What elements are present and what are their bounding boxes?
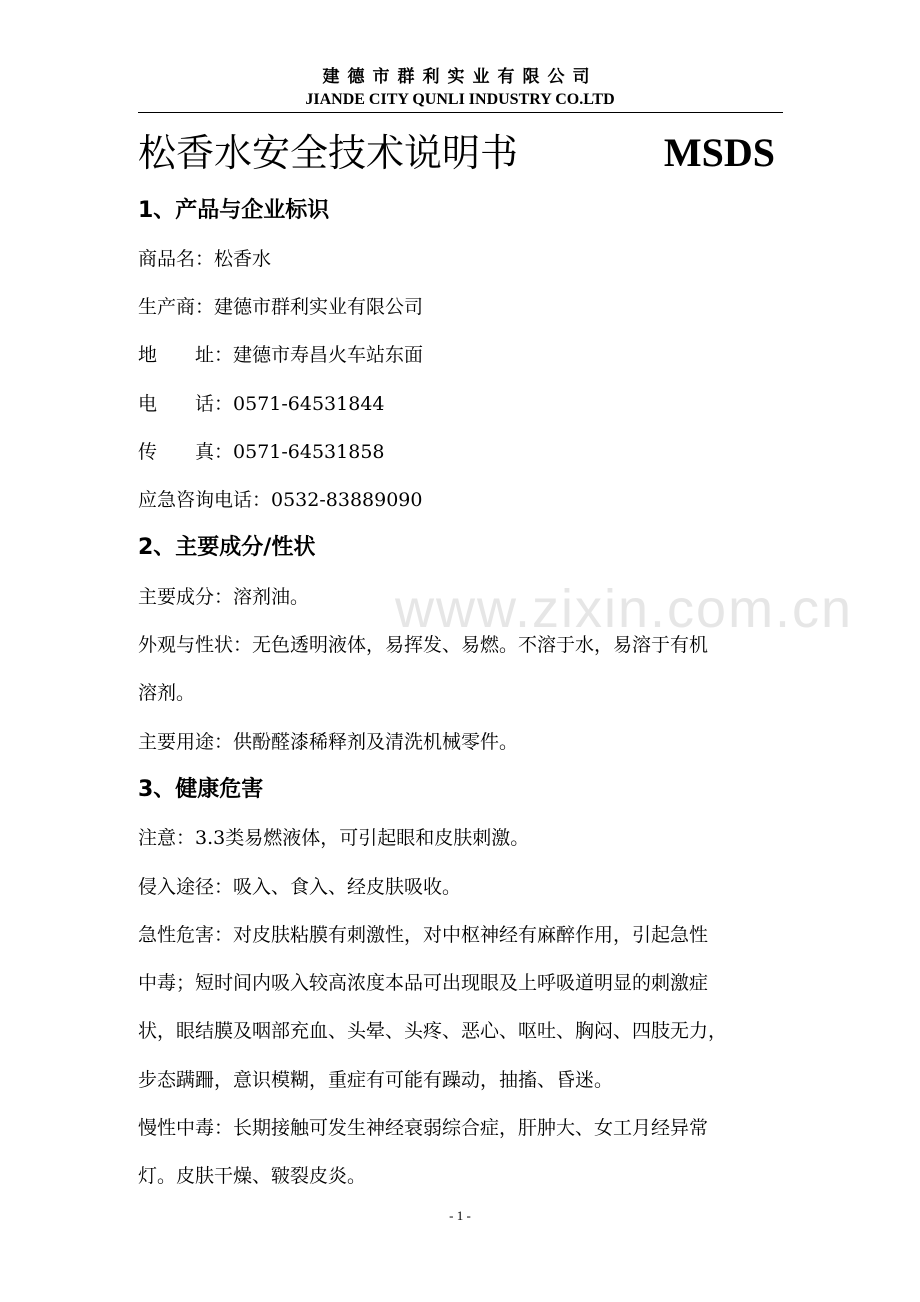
appearance-line-2: 溶剂。 bbox=[138, 682, 196, 704]
watermark: www.zixin.com.cn bbox=[395, 579, 854, 639]
company-name-en: JIANDE CITY QUNLI INDUSTRY CO.LTD bbox=[305, 91, 615, 108]
acute-hazard-line-3: 状，眼结膜及咽部充血、头晕、头疼、恶心、呕吐、胸闷、四肢无力， bbox=[138, 1020, 728, 1042]
manufacturer: 生产商：建德市群利实业有限公司 bbox=[138, 296, 424, 318]
title-en: MSDS bbox=[663, 130, 775, 175]
section-2-heading: 2、主要成分/性状 bbox=[138, 535, 316, 560]
exposure-route: 侵入途径：吸入、食入、经皮肤吸收。 bbox=[138, 876, 462, 898]
chronic-poisoning-line-2: 灯。皮肤干燥、皲裂皮炎。 bbox=[138, 1165, 367, 1187]
acute-hazard-line-4: 步态蹒跚，意识模糊，重症有可能有躁动，抽搐、昏迷。 bbox=[138, 1069, 614, 1091]
main-composition: 主要成分：溶剂油。 bbox=[138, 586, 310, 608]
acute-hazard-line-1: 急性危害：对皮肤粘膜有刺激性，对中枢神经有麻醉作用，引起急性 bbox=[138, 924, 709, 946]
fax bbox=[138, 438, 788, 466]
hazard-note: 注意：3.3类易燃液体，可引起眼和皮肤刺激。 bbox=[138, 827, 530, 849]
fax-value: 真：0571-64531858 bbox=[195, 441, 385, 463]
address-value: 址：建德市寿昌火车站东面 bbox=[195, 344, 424, 366]
phone-label-char-1: 电 bbox=[138, 393, 158, 415]
emergency-phone: 应急咨询电话：0532-83889090 bbox=[138, 489, 423, 511]
phone bbox=[138, 390, 788, 418]
main-usage: 主要用途：供酚醛漆稀释剂及清洗机械零件。 bbox=[138, 731, 519, 753]
section-3-heading: 3、健康危害 bbox=[138, 777, 264, 802]
fax-label-char-1: 传 bbox=[138, 441, 158, 463]
address-label-char-1: 地 bbox=[138, 344, 158, 366]
appearance-line-1: 外观与性状：无色透明液体，易挥发、易燃。不溶于水，易溶于有机 bbox=[138, 634, 709, 656]
page-number: - 1 - bbox=[449, 1208, 471, 1223]
chronic-poisoning-line-1: 慢性中毒：长期接触可发生神经衰弱综合症，肝肿大、女工月经异常 bbox=[138, 1117, 709, 1139]
acute-hazard-line-2: 中毒；短时间内吸入较高浓度本品可出现眼及上呼吸道明显的刺激症 bbox=[138, 972, 709, 994]
phone-value: 话：0571-64531844 bbox=[195, 393, 385, 415]
document-title bbox=[138, 128, 783, 180]
product-name: 商品名：松香水 bbox=[138, 248, 272, 270]
header-divider bbox=[138, 112, 783, 113]
company-name-cn: 建德市群利实业有限公司 bbox=[322, 67, 598, 87]
section-1-heading: 1、产品与企业标识 bbox=[138, 198, 330, 223]
address bbox=[138, 341, 788, 369]
title-cn: 松香水安全技术说明书 bbox=[138, 131, 519, 175]
